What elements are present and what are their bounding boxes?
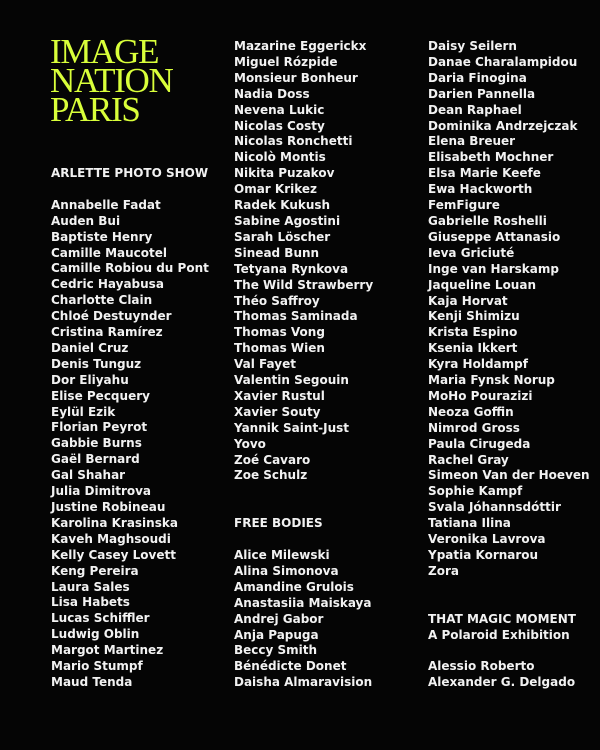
list-item: Veronika Lavrova: [428, 532, 546, 547]
arlette-photo-show-section: [51, 166, 209, 691]
list-item: Valentin Segouin: [234, 373, 349, 388]
list-item: Tatiana Ilina: [428, 516, 511, 531]
list-item: Zoé Cavaro: [234, 452, 311, 467]
list-item: Radek Kukush: [234, 198, 331, 213]
list-item: Alina Simonova: [234, 563, 339, 578]
list-item: Giuseppe Attanasio: [428, 229, 561, 244]
list-item: Simeon Van der Hoeven: [428, 468, 590, 483]
list-item: Rachel Gray: [428, 452, 509, 467]
list-item: Gaël Bernard: [51, 452, 140, 467]
arlette-photo-show-list-part-2: [234, 39, 419, 484]
list-item: Ludwig Oblin: [51, 627, 140, 642]
list-item: Charlotte Clain: [51, 293, 153, 308]
list-item: Kaveh Maghsoudi: [51, 531, 171, 546]
list-item: Xavier Rustul: [234, 388, 325, 403]
logo-line-nation: NATION: [50, 61, 173, 100]
list-item: Gabbie Burns: [51, 436, 142, 451]
that-magic-moment-heading: THAT MAGIC MOMENT: [428, 611, 576, 626]
logo-line-image: IMAGE: [50, 32, 159, 71]
list-item: Danae Charalampidou: [428, 54, 578, 69]
list-item: Jaqueline Louan: [428, 277, 536, 292]
that-magic-moment-list: [428, 659, 600, 691]
list-item: Mazarine Eggerickx: [234, 39, 367, 53]
list-item: Neoza Goffin: [428, 404, 514, 419]
list-item: Tetyana Rynkova: [234, 261, 349, 276]
arlette-photo-show-list-part-1: [51, 198, 209, 691]
list-item: Dominika Andrzejczak: [428, 118, 578, 133]
list-item: MoHo Pourazizi: [428, 388, 533, 403]
polaroid-exhibition-subheading: A Polaroid Exhibition: [428, 627, 570, 642]
list-item: Mario Stumpf: [51, 659, 143, 674]
list-item: Daria Finogina: [428, 70, 527, 85]
list-item: Nicolas Ronchetti: [234, 134, 353, 149]
list-item: Yovo: [234, 436, 266, 451]
image-nation-paris-logo: [50, 32, 230, 129]
list-item: Keng Pereira: [51, 563, 139, 578]
list-item: Monsieur Bonheur: [234, 70, 358, 85]
list-item: Laura Sales: [51, 579, 130, 594]
list-item: Gabrielle Roshelli: [428, 213, 547, 228]
list-item: Darien Pannella: [428, 86, 536, 101]
list-item: Yannik Saint-Just: [234, 420, 350, 435]
list-item: Florian Peyrot: [51, 420, 148, 435]
list-item: Alessio Roberto: [428, 659, 535, 674]
list-item: Val Fayet: [234, 357, 296, 372]
list-item: Amandine Grulois: [234, 579, 354, 594]
list-item: Zora: [428, 563, 459, 578]
list-item: Elsa Marie Keefe: [428, 166, 541, 181]
list-item: Sinead Bunn: [234, 245, 320, 260]
list-item: Sabine Agostini: [234, 213, 341, 228]
list-item: Kyra Holdampf: [428, 357, 528, 372]
list-item: Ewa Hackworth: [428, 182, 533, 197]
list-item: Eylül Ezik: [51, 404, 116, 419]
list-item: Nicolas Costy: [234, 118, 325, 133]
list-item: Justine Robineau: [51, 500, 166, 515]
list-item: Krista Espino: [428, 325, 518, 340]
list-item: Svala Jóhannsdóttir: [428, 500, 561, 515]
free-bodies-list-part-1: [234, 548, 419, 691]
list-item: Sophie Kampf: [428, 484, 523, 499]
list-item: Nimrod Gross: [428, 420, 520, 435]
list-item: Daisy Seilern: [428, 39, 517, 53]
list-item: Julia Dimitrova: [51, 484, 152, 499]
list-item: Thomas Wien: [234, 341, 325, 356]
list-item: Xavier Souty: [234, 404, 321, 419]
list-item: Théo Saffroy: [234, 293, 320, 308]
list-item: Elise Pecquery: [51, 388, 150, 403]
list-item: Lisa Habets: [51, 595, 130, 610]
list-item: Anja Papuga: [234, 627, 319, 642]
free-bodies-section: [234, 516, 419, 691]
list-item: Margot Martinez: [51, 643, 164, 658]
list-item: Alexander G. Delgado: [428, 675, 576, 690]
list-item: FemFigure: [428, 198, 500, 213]
list-item: Paula Cirugeda: [428, 436, 531, 451]
list-item: Kaja Horvat: [428, 293, 508, 308]
list-item: Omar Krikez: [234, 182, 318, 197]
list-item: Ypatia Kornarou: [428, 548, 539, 562]
list-item: Nevena Lukic: [234, 102, 325, 117]
list-item: Dor Eliyahu: [51, 372, 129, 387]
list-item: Denis Tunguz: [51, 356, 142, 371]
list-item: Daniel Cruz: [51, 340, 129, 355]
list-item: Lucas Schiffler: [51, 611, 150, 626]
list-item: Ieva Griciuté: [428, 245, 515, 260]
free-bodies-list-part-2: [428, 39, 600, 580]
list-item: Kenji Shimizu: [428, 309, 520, 324]
list-item: Gal Shahar: [51, 468, 126, 483]
list-item: The Wild Strawberry: [234, 277, 374, 292]
list-item: Maud Tenda: [51, 674, 133, 689]
arlette-photo-show-heading: ARLETTE PHOTO SHOW: [51, 166, 209, 180]
column-3: [428, 39, 600, 691]
list-item: Auden Bui: [51, 213, 121, 228]
list-item: Nikita Puzakov: [234, 166, 335, 181]
list-item: Alice Milewski: [234, 547, 330, 562]
list-item: Camille Maucotel: [51, 245, 167, 260]
list-item: Ksenia Ikkert: [428, 341, 518, 356]
list-item: Miguel Rózpide: [234, 54, 338, 69]
list-item: Dean Raphael: [428, 102, 522, 117]
list-item: Baptiste Henry: [51, 229, 153, 244]
list-item: Zoe Schulz: [234, 468, 308, 483]
list-item: Thomas Vong: [234, 325, 325, 340]
list-item: Cristina Ramírez: [51, 325, 163, 340]
list-item: Maria Fynsk Norup: [428, 373, 555, 388]
list-item: Elena Breuer: [428, 134, 516, 149]
list-item: Elisabeth Mochner: [428, 150, 554, 165]
list-item: Sarah Löscher: [234, 229, 331, 244]
list-item: Nadia Doss: [234, 86, 310, 101]
list-item: Camille Robiou du Pont: [51, 261, 209, 276]
list-item: Inge van Harskamp: [428, 261, 559, 276]
list-item: Cedric Hayabusa: [51, 277, 164, 292]
list-item: Bénédicte Donet: [234, 659, 347, 674]
list-item: Andrej Gabor: [234, 611, 324, 626]
that-magic-moment-section: [428, 612, 600, 692]
list-item: Karolina Krasinska: [51, 515, 178, 530]
list-item: Daisha Almaravision: [234, 675, 373, 690]
column-2: [234, 39, 419, 691]
list-item: Beccy Smith: [234, 643, 318, 658]
logo-line-paris: PARIS: [50, 90, 140, 129]
list-item: Anastasiia Maiskaya: [234, 595, 372, 610]
list-item: Chloé Destuynder: [51, 309, 172, 324]
list-item: Nicolò Montis: [234, 150, 326, 165]
list-item: Thomas Saminada: [234, 309, 358, 324]
list-item: Annabelle Fadat: [51, 197, 161, 212]
free-bodies-heading: FREE BODIES: [234, 516, 323, 531]
list-item: Kelly Casey Lovett: [51, 547, 176, 562]
